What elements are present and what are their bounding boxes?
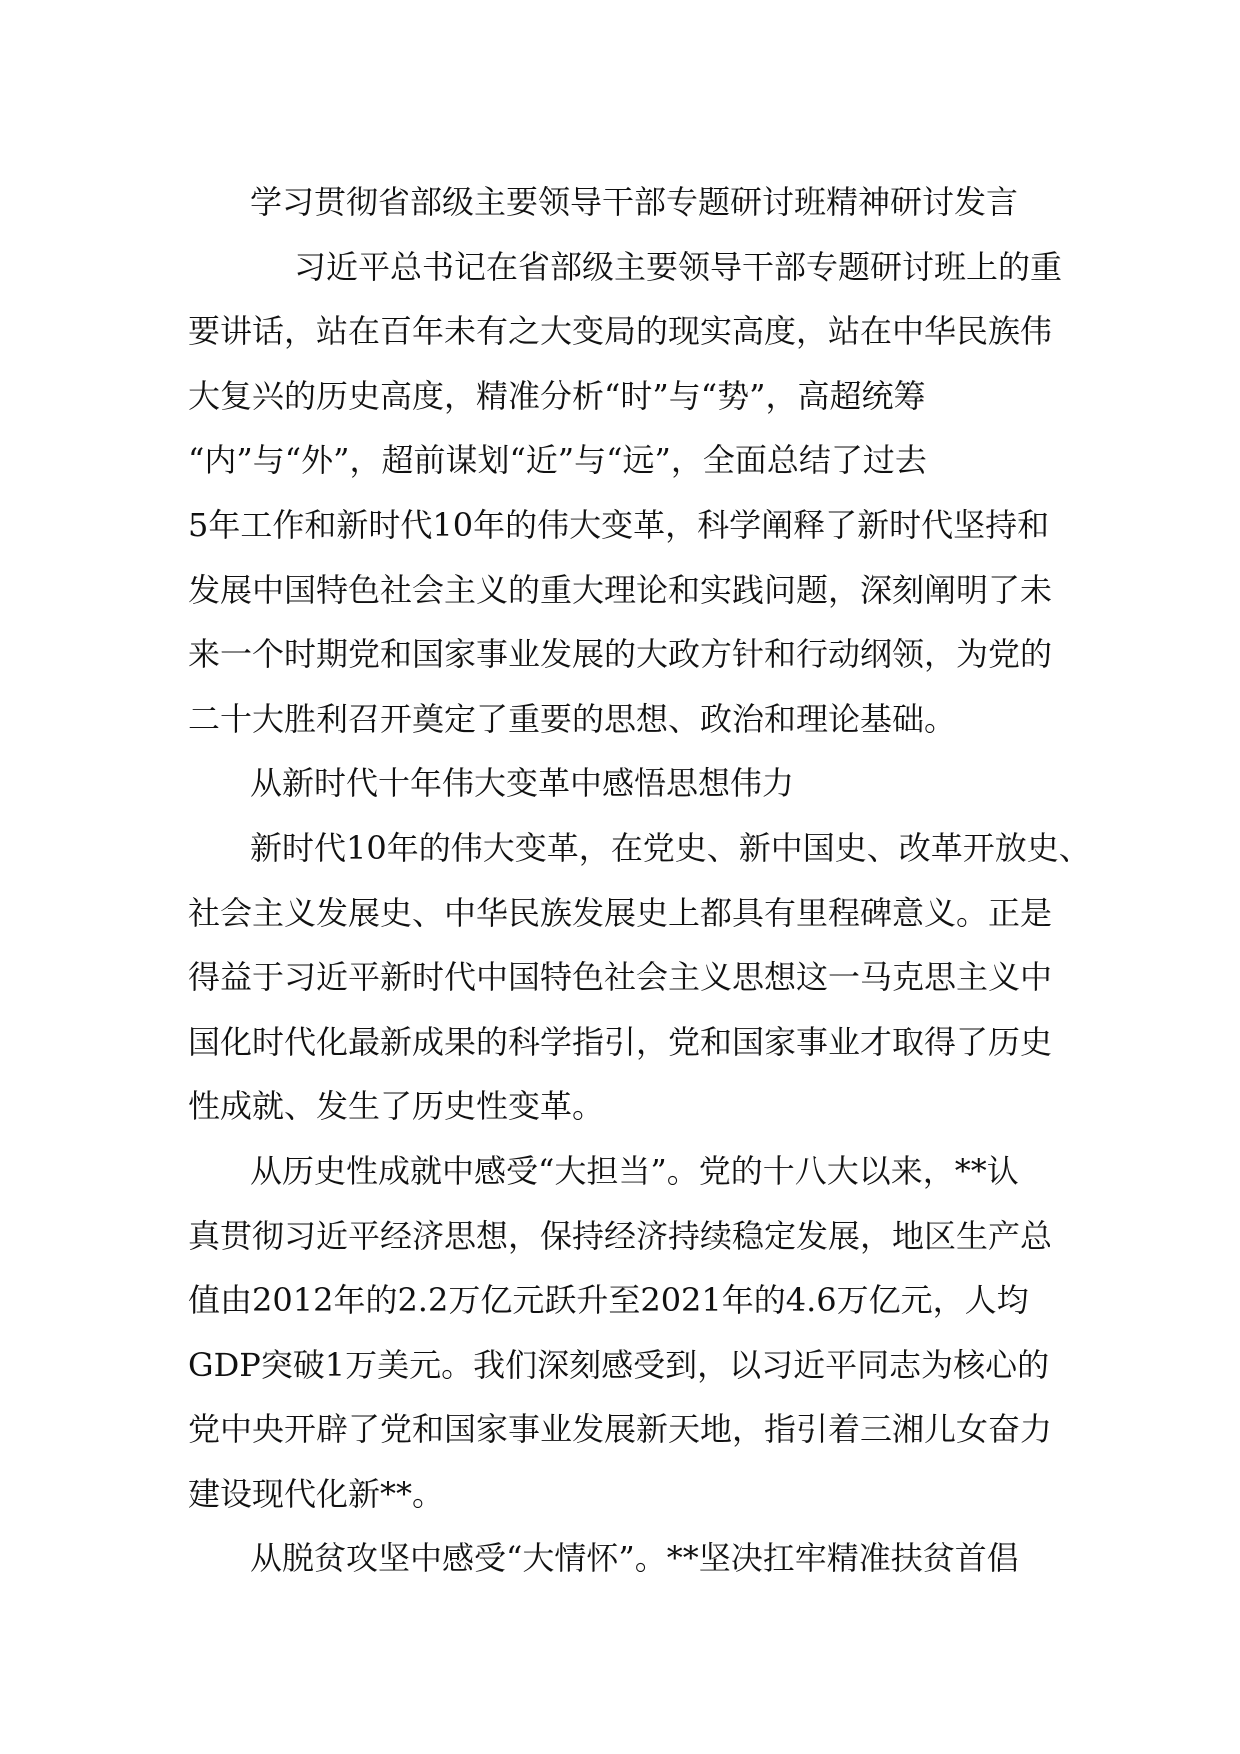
paragraph-line: 建设现代化新**。 [188, 1474, 445, 1513]
paragraph-line: GDP突破1万美元。我们深刻感受到，以习近平同志为核心的 [188, 1345, 1050, 1384]
document-body [188, 170, 1091, 1591]
section-heading-line: 从新时代十年伟大变革中感悟思想伟力 [250, 764, 795, 803]
paragraph-line: 党中央开辟了党和国家事业发展新天地，指引着三湘儿女奋力 [188, 1410, 1053, 1449]
paragraph-line: 发展中国特色社会主义的重大理论和实践问题，深刻阐明了未 [188, 570, 1053, 609]
paragraph-intro [188, 235, 1068, 752]
paragraph-line: 值由2012年的2.2万亿元跃升至2021年的4.6万亿元，人均 [188, 1281, 1029, 1320]
paragraph-line: 要讲话，站在百年未有之大变局的现实高度，站在中华民族伟 [188, 312, 1053, 351]
paragraph-line: 从历史性成就中感受“大担当”。党的十八大以来，**认 [250, 1151, 1019, 1190]
paragraph-line: 性成就、发生了历史性变革。 [188, 1087, 605, 1126]
paragraph-line: 社会主义发展史、中华民族发展史上都具有里程碑意义。正是 [188, 893, 1053, 932]
paragraph-poverty [188, 1526, 1068, 1591]
paragraph-line: 新时代10年的伟大变革，在党史、新中国史、改革开放史、 [250, 828, 1091, 867]
paragraph-line: 得益于习近平新时代中国特色社会主义思想这一马克思主义中 [188, 958, 1053, 997]
paragraph-line: 大复兴的历史高度，精准分析“时”与“势”，高超统筹 [188, 376, 926, 415]
paragraph-line: 习近平总书记在省部级主要领导干部专题研讨班上的重 [294, 247, 1063, 286]
section-heading [188, 751, 1068, 816]
paragraph-line: “内”与“外”，超前谋划“近”与“远”，全面总结了过去 [188, 441, 927, 480]
document-title: 学习贯彻省部级主要领导干部专题研讨班精神研讨发言 [250, 183, 1019, 221]
paragraph-line: 来一个时期党和国家事业发展的大政方针和行动纲领，为党的 [188, 635, 1053, 674]
paragraph-transformation [188, 816, 1091, 1139]
paragraph-achievement [188, 1139, 1068, 1527]
paragraph-line: 二十大胜利召开奠定了重要的思想、政治和理论基础。 [188, 699, 957, 738]
paragraph-line: 5年工作和新时代10年的伟大变革，科学阐释了新时代坚持和 [188, 505, 1050, 544]
paragraph-line: 从脱贫攻坚中感受“大情怀”。**坚决扛牢精准扶贫首倡 [250, 1539, 1019, 1578]
paragraph-line: 真贯彻习近平经济思想，保持经济持续稳定发展，地区生产总 [188, 1216, 1053, 1255]
paragraph-line: 国化时代化最新成果的科学指引，党和国家事业才取得了历史 [188, 1022, 1053, 1061]
